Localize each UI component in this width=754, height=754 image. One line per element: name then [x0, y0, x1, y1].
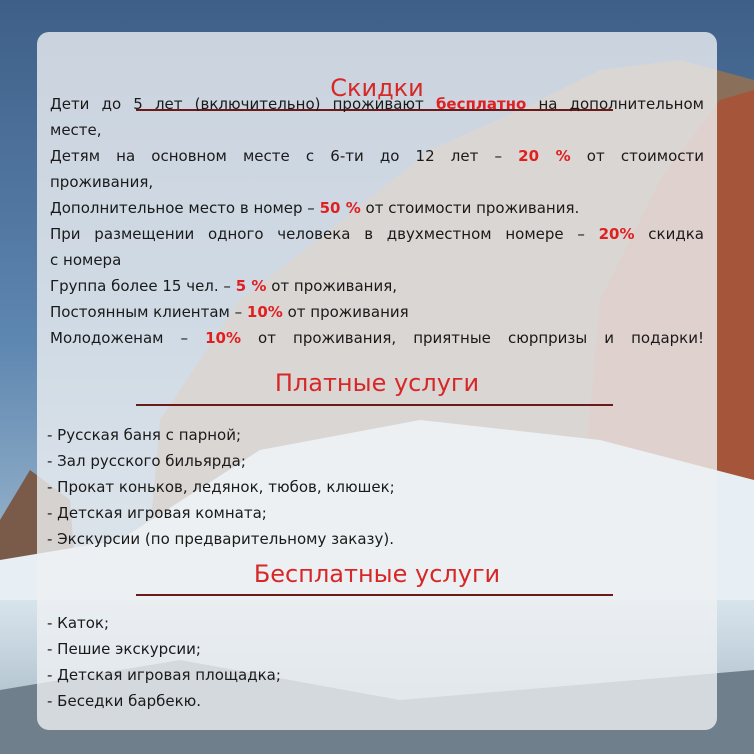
discount-line-7: с номера — [50, 251, 122, 269]
discount-line-6: При размещении одного человека в двухместном номере – 20% скидка — [50, 225, 704, 243]
free-service-item: - Пешие экскурсии; — [47, 640, 201, 658]
paid-services-title: Платные услуги — [274, 369, 480, 397]
discount-line-1: Дети до 5 лет (включительно) проживают бесплатно на дополнительном — [50, 95, 704, 113]
discount-line-8: Группа более 15 чел. – 5 % от проживания, — [50, 277, 398, 295]
discount-line-3: Детям на основном месте с 6-ти до 12 лет – 20 % от стоимости — [50, 147, 704, 165]
paid-service-item: - Прокат коньков, ледянок, тюбов, клюшек; — [47, 478, 395, 496]
paid-service-item: - Зал русского бильярда; — [47, 452, 246, 470]
paid-service-item: - Экскурсии (по предварительному заказу). — [47, 530, 394, 548]
discount-line-5: Дополнительное место в номер – 50 % от стоимости проживания. — [50, 199, 580, 217]
paid-services-divider — [136, 404, 613, 406]
free-service-item: - Детская игровая площадка; — [47, 666, 281, 684]
discount-line-2: месте, — [50, 121, 102, 139]
free-service-item: - Беседки барбекю. — [47, 692, 202, 710]
free-service-item: - Каток; — [47, 614, 110, 632]
discounts-title: Скидки — [330, 74, 424, 102]
paid-service-item: - Детская игровая комната; — [47, 504, 267, 522]
info-card — [37, 32, 717, 730]
free-services-title: Бесплатные услуги — [253, 560, 501, 588]
discount-line-10: Молодоженам – 10% от проживания, приятные сюрпризы и подарки! — [50, 329, 704, 347]
discount-line-9: Постоянным клиентам – 10% от проживания — [50, 303, 409, 321]
free-services-divider — [136, 594, 613, 596]
discount-line-4: проживания, — [50, 173, 154, 191]
paid-service-item: - Русская баня с парной; — [47, 426, 242, 444]
